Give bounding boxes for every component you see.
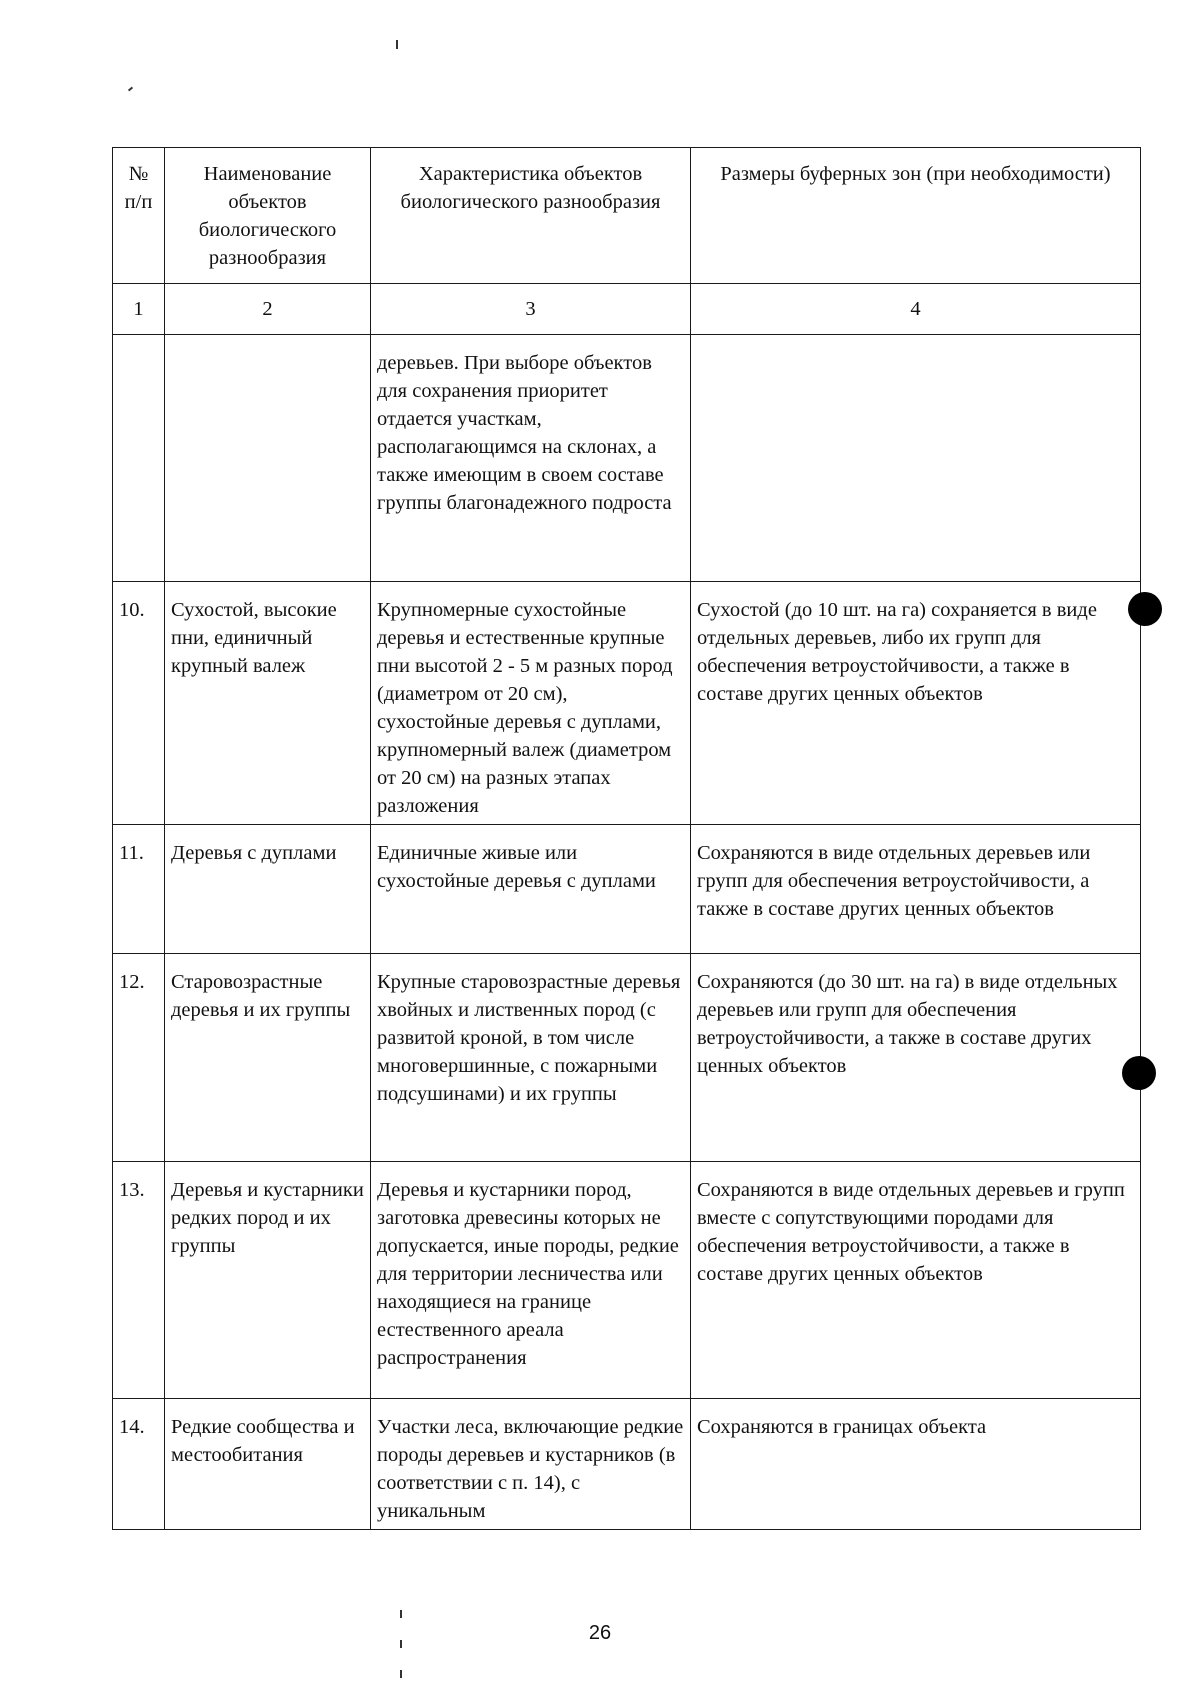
row-object-name: Сухостой, высокие пни, единичный крупный валеж bbox=[165, 582, 371, 825]
scan-speck bbox=[400, 1670, 402, 1678]
row-buffer-zone: Сухостой (до 10 шт. на га) сохраняется в виде отдельных деревьев, либо их групп для обеспечения ветроустойчивости, а также в составе других ценных объектов bbox=[691, 582, 1141, 825]
table-row bbox=[113, 1162, 1141, 1399]
row-object-name: Старовозрастные деревья и их группы bbox=[165, 954, 371, 1162]
row-characteristic: Деревья и кустарники пород, заготовка древесины которых не допускается, иные породы, редкие для территории лесничества или находящиеся на границе естественного ареала распространения bbox=[371, 1162, 691, 1399]
biodiversity-table bbox=[112, 147, 1141, 1530]
column-number-row bbox=[113, 284, 1141, 335]
row-object-name bbox=[165, 335, 371, 582]
row-number: 13. bbox=[113, 1162, 165, 1399]
row-object-name: Деревья и кустарники редких пород и их группы bbox=[165, 1162, 371, 1399]
row-number: 11. bbox=[113, 825, 165, 954]
table-row bbox=[113, 825, 1141, 954]
row-characteristic: Участки леса, включающие редкие породы деревьев и кустарников (в соответствии с п. 14), с уникальным bbox=[371, 1399, 691, 1530]
table-row bbox=[113, 335, 1141, 582]
row-buffer-zone: Сохраняются в границах объекта bbox=[691, 1399, 1141, 1530]
table-row bbox=[113, 954, 1141, 1162]
header-characteristic: Характеристика объектов биологического разнообразия bbox=[371, 148, 691, 284]
header-buffer-zone: Размеры буферных зон (при необходимости) bbox=[691, 148, 1141, 284]
table-row bbox=[113, 1399, 1141, 1530]
header-object-name: Наименование объектов биологического разнообразия bbox=[165, 148, 371, 284]
row-buffer-zone bbox=[691, 335, 1141, 582]
row-number: 10. bbox=[113, 582, 165, 825]
punch-hole-mark bbox=[1128, 592, 1162, 626]
row-characteristic: Единичные живые или сухостойные деревья с дуплами bbox=[371, 825, 691, 954]
row-characteristic: Крупные старовозрастные деревья хвойных и лиственных пород (с развитой кроной, в том числе многовершинные, с пожарными подсушинами) и их группы bbox=[371, 954, 691, 1162]
row-number bbox=[113, 335, 165, 582]
column-number: 4 bbox=[691, 284, 1141, 335]
row-number: 14. bbox=[113, 1399, 165, 1530]
row-buffer-zone: Сохраняются в виде отдельных деревьев и групп вместе с сопутствующими породами для обеспечения ветроустойчивости, а также в составе других ценных объектов bbox=[691, 1162, 1141, 1399]
scan-speck bbox=[128, 87, 133, 92]
header-number: № п/п bbox=[113, 148, 165, 284]
row-object-name: Редкие сообщества и местообитания bbox=[165, 1399, 371, 1530]
punch-hole-mark bbox=[1122, 1056, 1156, 1090]
column-number: 1 bbox=[113, 284, 165, 335]
row-characteristic: Крупномерные сухостойные деревья и естественные крупные пни высотой 2 - 5 м разных пород (диаметром от 20 см), сухостойные деревья с дуплами, крупномерный валеж (диаметром от 20 см) на разных этапах разложения bbox=[371, 582, 691, 825]
row-buffer-zone: Сохраняются в виде отдельных деревьев или групп для обеспечения ветроустойчивости, а также в составе других ценных объектов bbox=[691, 825, 1141, 954]
scan-speck bbox=[400, 1610, 402, 1618]
table-row bbox=[113, 582, 1141, 825]
table-header-row bbox=[113, 148, 1141, 284]
column-number: 2 bbox=[165, 284, 371, 335]
scan-speck bbox=[396, 40, 398, 49]
column-number: 3 bbox=[371, 284, 691, 335]
row-number: 12. bbox=[113, 954, 165, 1162]
row-buffer-zone: Сохраняются (до 30 шт. на га) в виде отдельных деревьев или групп для обеспечения ветроустойчивости, а также в составе других ценных объектов bbox=[691, 954, 1141, 1162]
row-characteristic: деревьев. При выборе объектов для сохранения приоритет отдается участкам, располагающимся на склонах, а также имеющим в своем составе группы благонадежного подроста bbox=[371, 335, 691, 582]
page-number: 26 bbox=[588, 1622, 612, 1644]
scan-speck bbox=[400, 1640, 402, 1648]
row-object-name: Деревья с дуплами bbox=[165, 825, 371, 954]
